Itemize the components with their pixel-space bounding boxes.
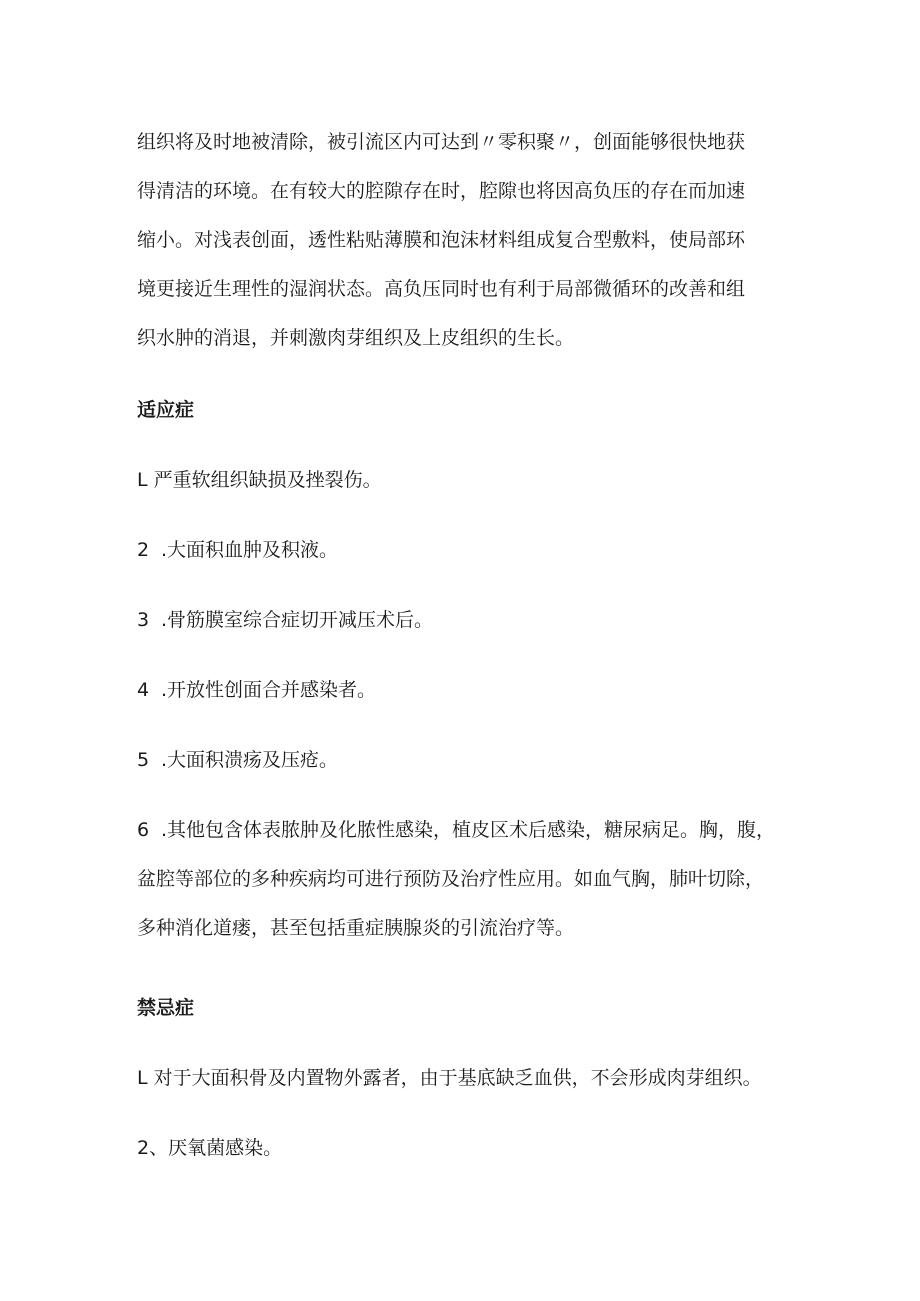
intro-line: 缩小。对浅表创面，透性粘贴薄膜和泡沫材料组成复合型敷料，使局部环 xyxy=(137,229,746,251)
contraindication-item-2 xyxy=(137,1124,797,1173)
intro-line: 得清洁的环境。在有较大的腔隙存在时，腔隙也将因高负压的存在而加速 xyxy=(137,180,746,202)
indication-item-1 xyxy=(137,456,797,505)
item-number: L xyxy=(137,469,148,491)
indication-item-6 xyxy=(137,806,797,953)
item-text: 严重软组织缺损及挫裂伤。 xyxy=(153,469,382,491)
item-number: L xyxy=(137,1067,148,1089)
item-text: .大面积溃疡及压疮。 xyxy=(161,749,339,771)
item-text: .大面积血肿及积液。 xyxy=(161,539,339,561)
contraindications-heading: 禁忌症 xyxy=(137,997,195,1019)
item-text: .开放性创面合并感染者。 xyxy=(161,679,377,701)
item-text: 对于大面积骨及内置物外露者，由于基底缺乏血供，不会形成肉芽组织。 xyxy=(153,1067,762,1089)
item-number: 4 xyxy=(137,679,150,701)
item-line xyxy=(137,806,797,855)
intro-line: 组织将及时地被清除，被引流区内可达到〃零积聚〃，创面能够很快地获 xyxy=(137,131,746,153)
item-number: 2 xyxy=(137,539,150,561)
item-line: 多种消化道瘘，甚至包括重症胰腺炎的引流治疗等。 xyxy=(137,917,575,939)
item-number: 3 xyxy=(137,609,150,631)
item-text: .其他包含体表脓肿及化脓性感染，植皮区术后感染，糖尿病足。胸，腹， xyxy=(161,819,776,841)
intro-line: 境更接近生理性的湿润状态。高负压同时也有利于局部微循环的改善和组 xyxy=(137,278,746,300)
indications-heading: 适应症 xyxy=(137,399,195,421)
contraindication-item-1 xyxy=(137,1054,797,1103)
indication-item-3 xyxy=(137,596,797,645)
item-line: 盆腔等部位的多种疾病均可进行预防及治疗性应用。如血气胸，肺叶切除， xyxy=(137,868,765,890)
item-text: .骨筋膜室综合症切开减压术后。 xyxy=(161,609,434,631)
item-text: 厌氧菌感染。 xyxy=(168,1137,283,1159)
indication-item-2 xyxy=(137,526,797,575)
indication-item-5 xyxy=(137,736,797,785)
intro-line: 织水肿的消退，并刺激肉芽组织及上皮组织的生长。 xyxy=(137,327,575,349)
item-number: 2、 xyxy=(137,1137,169,1159)
item-number: 6 xyxy=(137,819,150,841)
item-number: 5 xyxy=(137,749,150,771)
indication-item-4 xyxy=(137,666,797,715)
intro-paragraph xyxy=(137,118,797,363)
